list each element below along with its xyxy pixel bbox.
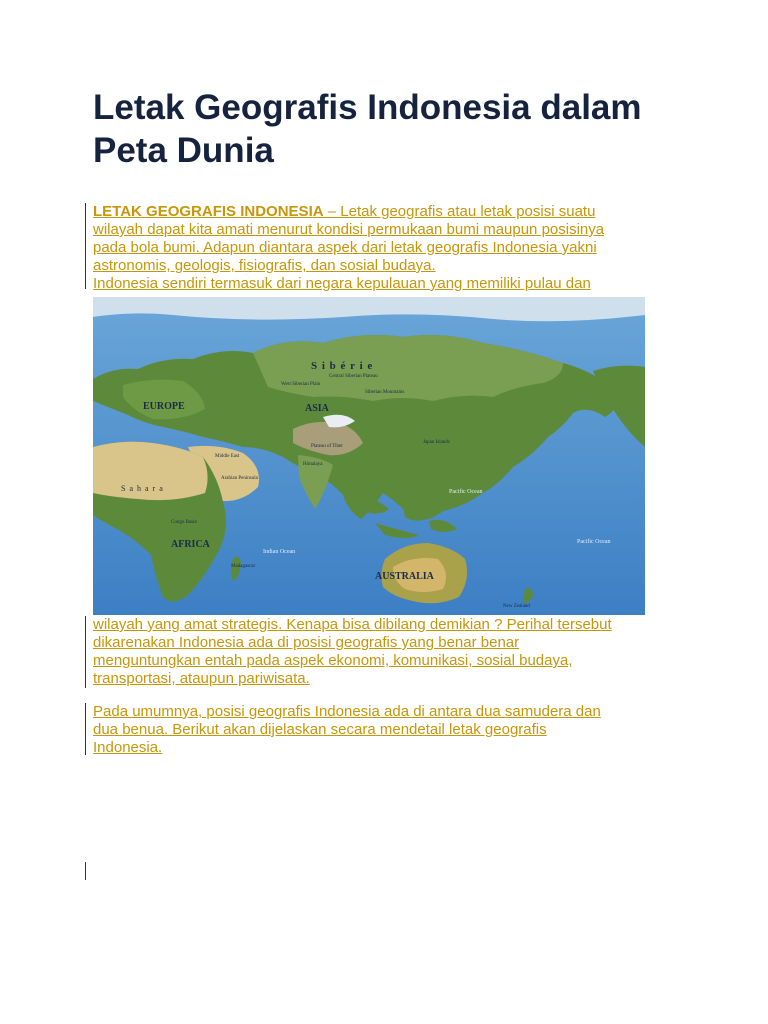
map-label-new-zealand: New Zealand (503, 604, 530, 609)
position-link-text[interactable]: Indonesia. (93, 739, 163, 756)
intro-link-text[interactable]: wilayah dapat kita amati menurut kondisi permukaan bumi maupun posisinya (93, 221, 605, 238)
map-label-tibet: Plateau of Tibet (311, 444, 343, 449)
map-label-central-siberian: Central Siberian Plateau (329, 374, 378, 379)
strategic-link-text[interactable]: wilayah yang amat strategis. Kenapa bisa dibilang demikian ? Perihal tersebut (93, 616, 612, 633)
paragraph-position (93, 703, 683, 757)
strategic-link-text[interactable]: transportasi, ataupun pariwisata. (93, 670, 310, 687)
intro-link-text[interactable]: pada bola bumi. Adapun diantara aspek dari letak geografis Indonesia yakni (93, 239, 597, 256)
map-label-west-siberian: West Siberian Plain (281, 382, 321, 387)
map-label-arabia: Arabian Peninsula (221, 476, 258, 481)
map-label-madagascar: Madagascar (231, 564, 256, 569)
position-link-text[interactable]: dua benua. Berikut akan dijelaskan secara mendetail letak geografis (93, 721, 547, 738)
map-label-siberian-mountains: Siberian Mountains (365, 390, 405, 395)
intro-link-text[interactable]: – Letak geografis atau letak posisi suatu (323, 203, 596, 220)
paragraph-intro (93, 203, 683, 293)
map-label-congo: Congo Basin (171, 520, 197, 525)
article-title: Letak Geografis Indonesia dalam Peta Dunia (93, 88, 642, 170)
map-label-pacific-1: Pacific Ocean (449, 489, 483, 495)
intro-link-text[interactable]: Indonesia sendiri termasuk dari negara kepulauan yang memiliki pulau dan (93, 275, 591, 292)
paragraph-strategic (93, 616, 683, 688)
change-bar (85, 703, 86, 755)
change-bar (85, 616, 86, 688)
strategic-link-text[interactable]: menguntungkan entah pada aspek ekonomi, komunikasi, sosial budaya, (93, 652, 573, 669)
map-label-indian-ocean: Indian Ocean (263, 549, 296, 555)
intro-link-text[interactable]: astronomis, geologis, fisiografis, dan sosial budaya. (93, 257, 436, 274)
map-label-siberie: S i b é r i e (311, 360, 374, 372)
map-label-asia: ASIA (305, 403, 329, 414)
map-label-europe: EUROPE (143, 401, 185, 412)
position-link-text[interactable]: Pada umumnya, posisi geografis Indonesia ada di antara dua samudera dan (93, 703, 601, 720)
map-label-middle-east: Middle East (215, 454, 240, 459)
map-label-africa: AFRICA (171, 539, 210, 550)
intro-heading-link[interactable]: LETAK GEOGRAFIS INDONESIA (93, 203, 324, 220)
map-label-japan: Japan Islands (423, 440, 450, 445)
map-label-australia: AUSTRALIA (375, 571, 434, 582)
world-map-image (93, 297, 645, 615)
strategic-link-text[interactable]: dikarenakan Indonesia ada di posisi geografis yang benar benar (93, 634, 520, 651)
change-bar (85, 203, 86, 289)
map-label-sahara: S a h a r a (121, 484, 164, 493)
map-label-himalaya: Himalaya (303, 462, 323, 467)
map-label-pacific-2: Pacific Ocean (577, 539, 611, 545)
cursor-caret (85, 862, 86, 880)
